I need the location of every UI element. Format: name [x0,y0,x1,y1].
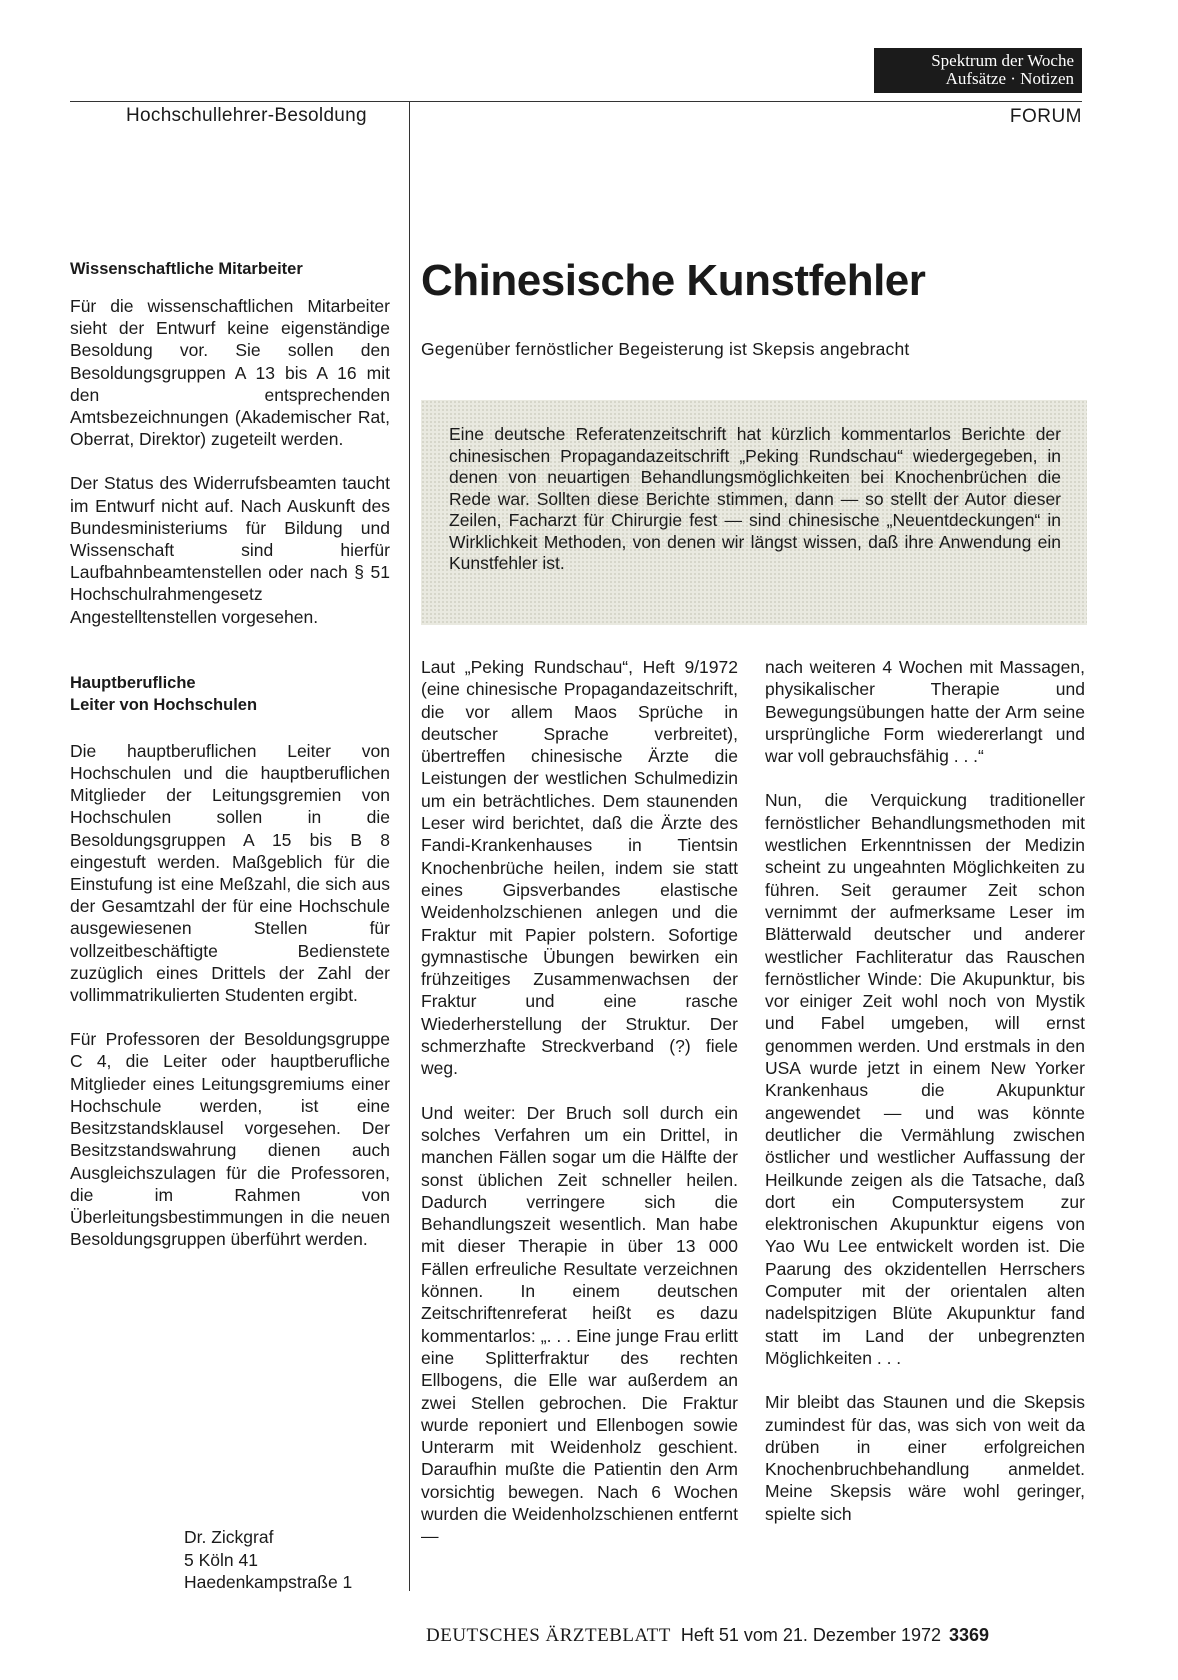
heading-wissenschaftliche-mitarbeiter: Wissenschaftliche Mitarbeiter [70,260,303,278]
paragraph: Und weiter: Der Bruch soll durch ein solches Verfahren um ein Drittel, in manchen Fällen sogar um die Hälfte der sonst üblichen Zeit schneller heilen. Dadurch verringere sich die Behandlungszeit wesentlich. Man habe mit dieser Therapie in über 13 000 Fällen erfreuliche Resultate verzeichnen können. In einem deutschen Zeitschriftenreferat heißt es dazu kommentarlos: „. . . Eine junge Frau erlitt eine Splitterfraktur des rechten Ellbogens, die Elle war außerdem an zwei Stellen gebrochen. Die Fraktur wurde reponiert und Ellenbogen sowie Unterarm mit Weidenholz geschient. Daraufhin mußte die Patientin den Arm vorsichtig bewegen. Nach 6 Wochen wurden die Weidenholzschienen entfernt — [421,1102,738,1547]
author-signature [184,1526,352,1594]
paragraph: Laut „Peking Rundschau“, Heft 9/1972 (eine chinesische Propagandazeitschrift, die vor allem Maos Sprüche in deutscher Sprache verbreitet), übertreffen chinesische Ärzte die Leistungen der westlichen Schulmedizin um ein beträchtliches. Dem staunenden Leser wird berichtet, daß die Ärzte des Fandi-Krankenhauses in Tientsin Knochenbrüche heilen, indem sie statt eines Gipsverbandes elastische Weidenholzschienen anlegen und die Fraktur mit Papier polstern. Sofortige gymnastische Übungen bewirken ein frühzeitiges Zusammenwachsen der Fraktur und eine rasche Wiederherstellung der Struktur. Der schmerzhafte Streckverband (?) fiele weg. [421,657,738,1079]
article-column-1 [421,656,738,1548]
paragraph: Für Professoren der Besoldungsgruppe C 4, die Leiter oder hauptberufliche Mitglieder eines Leitungsgremiums einer Hochschule werden, ist eine Besitzstandsklausel vorgesehen. Der Besitzstandswahrung dienen auch Ausgleichszulagen für die Professoren, die im Rahmen von Überleitungsbestimmungen in die neuen Besoldungsgruppen überführt werden. [70,1029,390,1250]
left-article [70,258,390,1250]
article-title: Chinesische Kunstfehler [421,256,926,305]
paragraph: Nun, die Verquickung traditioneller fernöstlicher Behandlungsmethoden mit westlichen Erkenntnissen der Medizin scheint zu ungeahnten Möglichkeiten zu führen. Seit geraumer Zeit schon vernimmt der aufmerksame Leser im Blätterwald deutscher und anderer westlicher Fachliteratur das Rauschen fernöstlicher Winde: Die Akupunktur, bis vor einiger Zeit wohl noch von Mystik und Fabel umgeben, will ernst genommen werden. Und erstmals in den USA wurde jetzt in einem New Yorker Krankenhaus die Akupunktur angewendet — und was könnte deutlicher die Vermählung zwischen östlicher und westlicher Auffassung der Heilkunde zeigen als die Tatsache, daß dort ein Computersystem zur elektronischen Akupunktur eigens von Yao Wu Lee entwickelt worden ist. Die Paarung des okzidentellen Herrschers Computer mit der orientalen alten nadelspitzigen Blüte Akupunktur fand statt im Land der unbegrenzten Möglichkeiten . . . [765,790,1085,1368]
issue-info: Heft 51 vom 21. Dezember 1972 [680,1625,941,1645]
section-badge [874,48,1082,93]
magazine-name: DEUTSCHES ÄRZTEBLATT [426,1625,671,1646]
left-section-title: Hochschullehrer-Besoldung [126,105,367,126]
paragraph: Für die wissenschaftlichen Mitarbeiter sieht der Entwurf keine eigenständige Besoldung vor. Sie sollen den Besoldungsgruppen A 13 bis A 16 mit den entsprechenden Amtsbezeichnungen (Akademischer Rat, Oberrat, Direktor) zugeteilt werden. [70,296,390,450]
signature-name: Dr. Zickgraf [184,1527,274,1547]
page-footer [426,1625,989,1647]
right-section-title: FORUM [1009,106,1082,127]
signature-city: 5 Köln 41 [184,1549,258,1570]
heading-line: Hauptberufliche [70,673,196,692]
badge-line-1: Spektrum der Woche [931,51,1074,70]
heading-hauptberufliche-leiter [70,672,390,716]
paragraph: Die hauptberuflichen Leiter von Hochschulen und die hauptberuflichen Mitglieder der Leitungsgremien von Hochschulen sollen in die Besoldungsgruppen A 15 bis B 8 eingestuft werden. Maßgeblich für die Einstufung ist eine Meßzahl, die sich aus der Gesamtzahl der für eine Hochschule ausgewiesenen Stellen für vollzeitbeschäftigte Bedienstete zuzüglich eines Drittels der Zahl der vollimmatrikulierten Studenten ergibt. [70,740,390,1006]
article-column-2 [765,656,1085,1525]
heading-line: Leiter von Hochschulen [70,695,258,714]
article-subtitle: Gegenüber fernöstlicher Begeisterung ist Skepsis angebracht [421,339,910,359]
signature-street: Haedenkampstraße 1 [184,1572,353,1592]
column-divider [409,101,410,1591]
paragraph: nach weiteren 4 Wochen mit Massagen, physikalischer Therapie und Bewegungsübungen hatte der Arm seine ursprüngliche Form wiedererlangt und war voll gebrauchsfähig . . .“ [765,657,1085,767]
badge-line-2: Aufsätze · Notizen [945,69,1074,88]
paragraph: Der Status des Widerrufsbeamten taucht im Entwurf nicht auf. Nach Auskunft des Bundesministeriums für Bildung und Wissenschaft sind hierfür Laufbahnbeamtenstellen oder nach § 51 Hochschulrahmengesetz Angestelltenstellen vorgesehen. [70,473,390,627]
lead-box [421,400,1087,625]
page-number: 3369 [949,1625,990,1645]
top-rule [70,101,1082,102]
paragraph: Mir bleibt das Staunen und die Skepsis zumindest für das, was sich von weit da drüben in einer erfolgreichen Knochenbruchbehandlung anmeldet. Meine Skepsis wäre wohl geringer, spielte sich [765,1392,1085,1524]
lead-text: Eine deutsche Referatenzeitschrift hat kürzlich kommentarlos Berichte der chinesischen Propagandazeitschrift „Peking Rundschau“ wiedergegeben, in denen von neuartigen Behandlungsmöglichkeiten bei Knochenbrüchen die Rede war. Sollten diese Berichte stimmen, dann — so stellt der Autor dieser Zeilen, Facharzt für Chirurgie fest — sind chinesische „Neuentdeckungen“ in Wirklichkeit Methoden, von denen wir längst wissen, daß ihre Anwendung ein Kunstfehler ist. [449,424,1061,573]
